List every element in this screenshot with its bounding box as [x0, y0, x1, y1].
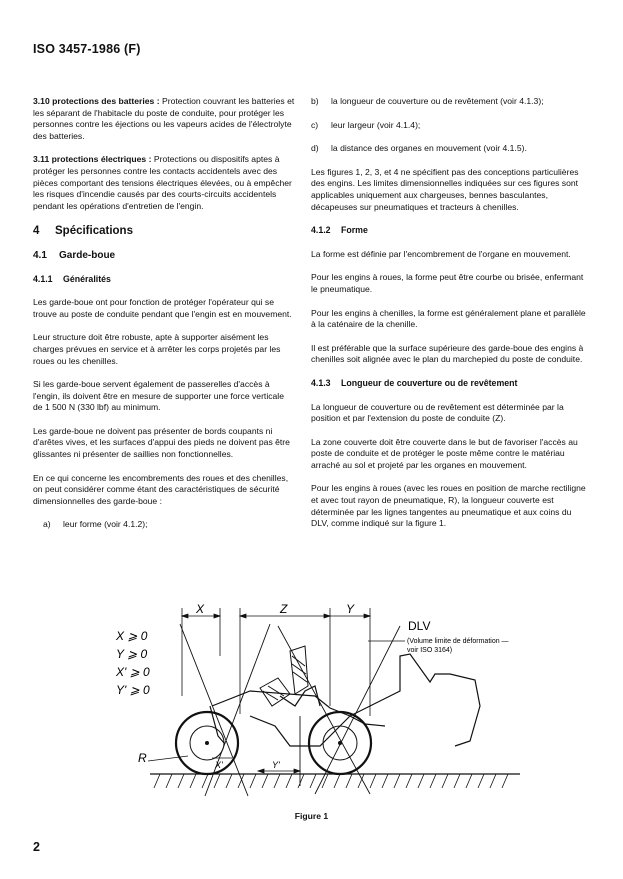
section-heading-4-1-1: 4.1.1 Généralités [33, 273, 111, 284]
vehicle-outline [210, 654, 480, 746]
list-item-b: b) la longueur de couverture ou de revêtement (voir 4.1.3); [311, 96, 544, 106]
paragraph: Pour les engins à chenilles, la forme est généralement plane et parallèle à la caténaire de la chenille. [311, 307, 586, 330]
section-heading-4: 4 Spécifications [33, 225, 133, 238]
right-column [311, 96, 590, 542]
condition-x: X ⩾ 0 [116, 629, 148, 643]
dim-x-prime-label: X' [215, 760, 223, 770]
paragraph: Si les garde-boue servent également de passerelles d'accès à l'engin, ils doivent être en mesure de supporter une force verticale de 1 500 N (330 lbf) au minimum. [33, 379, 284, 413]
dimension-arrows [148, 614, 370, 773]
condition-y: Y ⩾ 0 [116, 647, 148, 661]
dlv-note-line-1: (Volume limite de déformation — [407, 638, 509, 645]
dim-z-label: Z [280, 602, 288, 616]
document-header: ISO 3457-1986 (F) [33, 42, 141, 56]
clause-3-10 [33, 96, 295, 142]
paragraph: Les figures 1, 2, 3, et 4 ne spécifient pas des conceptions particulières des engins. Les limites dimensionnelles indiquées sur ces figures sont applicables uniquement aux chargeuses, bennes basculantes, décapeuses sur pneumatiques et tracteurs à chenilles. [311, 166, 579, 212]
section-heading-4-1-3: 4.1.3 Longueur de couverture ou de revêtement [311, 377, 518, 388]
paragraph: Il est préférable que la surface supérieure des garde-boue des engins à chenilles soit alignée avec le plan du marchepied du poste de conduite. [311, 342, 584, 365]
dlv-label: DLV [408, 619, 431, 633]
left-column [33, 96, 295, 543]
condition-y-prime: Y' ⩾ 0 [116, 683, 150, 697]
front-wheel [176, 712, 238, 774]
paragraph: Leur structure doit être robuste, apte à supporter aisément les charges prévues en service et à arrêter les corps projetés par les roues ou les chenilles. [33, 332, 281, 366]
clause-number: 3.11 [33, 154, 50, 165]
paragraph: La longueur de couverture ou de revêtement est déterminée par la position et par l'extension du poste de conduite (Z). [311, 401, 564, 424]
rear-wheel [309, 712, 371, 774]
clause-term: protections électriques : [51, 154, 152, 165]
clause-term: protections des batteries : [52, 96, 160, 106]
clause-text: Protection couvrant les batteries et les séparant de l'habitacle du poste de conduite, pour protéger les personnes contre les éjections ou les vapeurs acides de l'électrolyte des batteries. [33, 96, 295, 141]
tangent-lines [180, 624, 400, 796]
paragraph: Les garde-boue ne doivent pas présenter de bords coupants ni d'arêtes vives, et les surfaces d'appui des pieds ne doivent pas être glissantes ni présenter de saillies non fonctionnelles. [33, 425, 290, 460]
paragraph: Pour les engins à roues (avec les roues en position de marche rectiligne et avec tout rayon de pneumatique, R), la longueur couverte est déterminée par les lignes tangentes au pneumatique et aux coins du DLV, comme indiqué sur la figure 1. [311, 483, 586, 529]
clause-number: 3.10 [33, 96, 50, 106]
figure-1-diagram [100, 596, 550, 811]
section-heading-4-1: 4.1 Garde-boue [33, 249, 116, 261]
condition-x-prime: X' ⩾ 0 [116, 665, 150, 679]
paragraph: Pour les engins à roues, la forme peut être courbe ou brisée, enfermant le pneumatique. [311, 272, 584, 294]
paragraph: En ce qui concerne les encombrements des roues et des chenilles, on peut considérer comme étant des caractéristiques de sécurité dimensionnelles des garde-boue : [33, 472, 289, 506]
paragraph: La forme est définie par l'encombrement de l'organe en mouvement. [311, 248, 571, 259]
section-heading-4-1-2: 4.1.2 Forme [311, 225, 368, 236]
clause-text: Protections ou dispositifs aptes à protéger les personnes contre les contacts accidentels avec des pièces comportant des tensions électriques élevées, ou à empêcher les risques d'incendie causés par des courts-circuits accidentels pendant les opérations d'entretien de l'engin. [33, 154, 292, 211]
list-item-a: a) leur forme (voir 4.1.2); [43, 519, 148, 530]
dim-y-prime-label: Y' [272, 760, 280, 770]
dlv-note-line-2: voir ISO 3164) [407, 647, 453, 654]
paragraph: Les garde-boue ont pour fonction de protéger l'opérateur qui se trouve au poste de conduite pendant que l'engin est en mouvement. [33, 297, 292, 319]
list-item-d: d) la distance des organes en mouvement (voir 4.1.5). [311, 143, 527, 154]
ground-hatching [154, 774, 508, 788]
dim-x-label: X [196, 602, 205, 616]
figure-caption: Figure 1 [294, 811, 329, 821]
paragraph: La zone couverte doit être couverte dans le but de favoriser l'accès au poste de conduite et de protéger le poste même contre le matériau arraché au sol et projeté par les organes en mouvement. [311, 436, 578, 470]
dim-y-label: Y [346, 602, 355, 616]
clause-3-11 [33, 154, 295, 212]
list-item-c: c) leur largeur (voir 4.1.4); [311, 119, 421, 130]
radius-label: R [138, 751, 147, 765]
page-number: 2 [33, 840, 40, 854]
